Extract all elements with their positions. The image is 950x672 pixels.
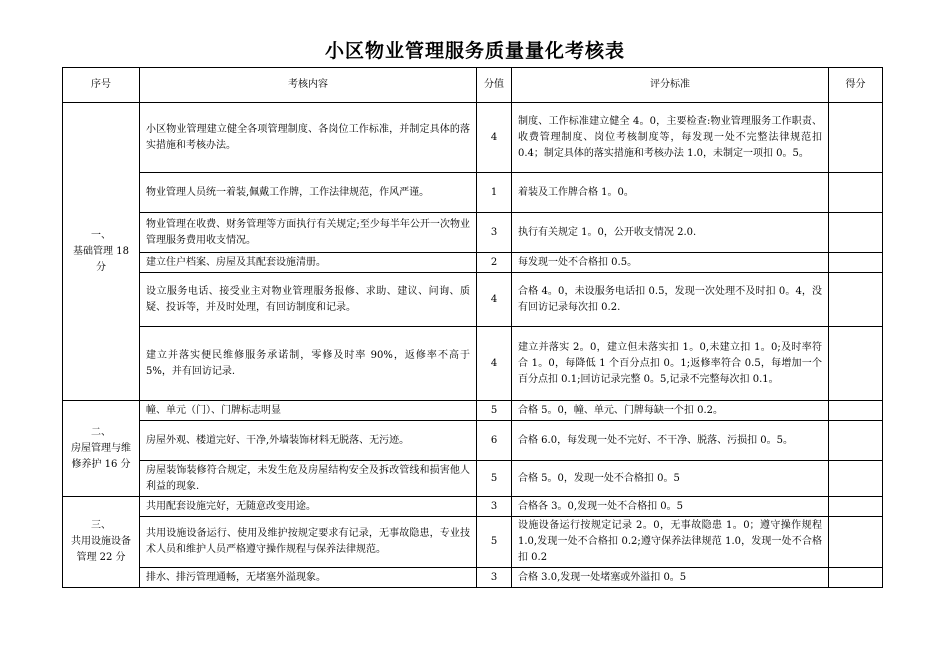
score-cell: 4 bbox=[477, 103, 512, 173]
table-row bbox=[63, 103, 883, 173]
content-cell: 共用设施设备运行、使用及维护按规定要求有记录，无事故隐患，专业技术人员和维护人员严格遵守操作规程与保养法律规范。 bbox=[140, 517, 477, 568]
header-criteria: 评分标准 bbox=[512, 68, 829, 103]
criteria-cell: 合格 6.0，每发现一处不完好、不干净、脱落、污损扣 0。5。 bbox=[512, 421, 829, 461]
criteria-cell: 设施设备运行按规定记录 2。0，无事故隐患 1。0；遵守操作规程 1.0,发现一处不合格扣 0.2;遵守保养法律规范 1.0，发现一处不合格扣 0.2 bbox=[512, 517, 829, 568]
content-cell: 设立服务电话、接受业主对物业管理服务报修、求助、建议、问询、质疑、投诉等，并及时处理，有回访制度和记录。 bbox=[140, 273, 477, 327]
document-title: 小区物业管理服务质量量化考核表 bbox=[324, 40, 625, 62]
table-row bbox=[63, 253, 883, 273]
criteria-cell: 合格 5。0，发现一处不合格扣 0。5 bbox=[512, 461, 829, 497]
content-cell: 排水、排污管理通畅，无堵塞外溢现象。 bbox=[140, 568, 477, 588]
got-cell bbox=[829, 103, 883, 173]
criteria-cell: 着装及工作牌合格 1。0。 bbox=[512, 173, 829, 213]
score-cell: 1 bbox=[477, 173, 512, 213]
table-row bbox=[63, 568, 883, 588]
got-cell bbox=[829, 273, 883, 327]
table-row bbox=[63, 327, 883, 401]
score-cell: 4 bbox=[477, 327, 512, 401]
criteria-cell: 建立并落实 2。0，建立但未落实扣 1。0,未建立扣 1。0;及时率符合 1。0，每降低 1 个百分点扣 0。1;返修率符合 0.5，每增加一个百分点扣 0.1;回访记录完整 0。5,记录不完整每次扣 0.1。 bbox=[512, 327, 829, 401]
criteria-cell: 每发现一处不合格扣 0.5。 bbox=[512, 253, 829, 273]
got-cell bbox=[829, 461, 883, 497]
score-cell: 5 bbox=[477, 517, 512, 568]
score-cell: 5 bbox=[477, 461, 512, 497]
score-cell: 2 bbox=[477, 253, 512, 273]
got-cell bbox=[829, 213, 883, 253]
table-row bbox=[63, 401, 883, 421]
content-cell: 小区物业管理建立健全各项管理制度、各岗位工作标准，并制定具体的落实措施和考核办法。 bbox=[140, 103, 477, 173]
criteria-cell: 合格 4。0，未设服务电话扣 0.5，发现一次处理不及时扣 0。4，没有回访记录每次扣 0.2. bbox=[512, 273, 829, 327]
score-cell: 4 bbox=[477, 273, 512, 327]
table-row bbox=[63, 173, 883, 213]
got-cell bbox=[829, 173, 883, 213]
score-cell: 6 bbox=[477, 421, 512, 461]
content-cell: 房屋装饰装修符合规定，未发生危及房屋结构安全及拆改管线和损害他人利益的现象. bbox=[140, 461, 477, 497]
content-cell: 物业管理人员统一着装,佩戴工作牌，工作法律规范，作风严谨。 bbox=[140, 173, 477, 213]
got-cell bbox=[829, 327, 883, 401]
criteria-cell: 执行有关规定 1。0，公开收支情况 2.0. bbox=[512, 213, 829, 253]
table-row bbox=[63, 497, 883, 517]
got-cell bbox=[829, 401, 883, 421]
content-cell: 共用配套设施完好，无随意改变用途。 bbox=[140, 497, 477, 517]
score-cell: 5 bbox=[477, 401, 512, 421]
category-cell: 一、 基础管理 18 分 bbox=[63, 103, 140, 401]
content-cell: 建立住户档案、房屋及其配套设施清册。 bbox=[140, 253, 477, 273]
category-cell: 三、 共用设施设备管理 22 分 bbox=[63, 497, 140, 588]
score-cell: 3 bbox=[477, 568, 512, 588]
table-row bbox=[63, 213, 883, 253]
got-cell bbox=[829, 568, 883, 588]
header-no: 序号 bbox=[63, 68, 140, 103]
table-header-row bbox=[63, 68, 883, 103]
content-cell: 物业管理在收费、财务管理等方面执行有关规定;至少每半年公开一次物业管理服务费用收支情况。 bbox=[140, 213, 477, 253]
table-row bbox=[63, 273, 883, 327]
content-cell: 建立并落实便民维修服务承诺制，零修及时率 90%，返修率不高于 5%，并有回访记录. bbox=[140, 327, 477, 401]
got-cell bbox=[829, 421, 883, 461]
score-cell: 3 bbox=[477, 213, 512, 253]
table-row bbox=[63, 421, 883, 461]
criteria-cell: 制度、工作标准建立健全 4。0，主要检查:物业管理服务工作职责、收费管理制度、岗位考核制度等，每发现一处不完整法律规范扣 0.4；制定具体的落实措施和考核办法 1.0，未制定一项扣 0。5。 bbox=[512, 103, 829, 173]
table-row bbox=[63, 517, 883, 568]
assessment-table bbox=[62, 67, 883, 588]
header-score: 分值 bbox=[477, 68, 512, 103]
content-cell: 幢、单元（门）、门牌标志明显 bbox=[140, 401, 477, 421]
got-cell bbox=[829, 497, 883, 517]
content-cell: 房屋外观、楼道完好、干净,外墙装饰材料无脱落、无污迹。 bbox=[140, 421, 477, 461]
got-cell bbox=[829, 517, 883, 568]
score-cell: 3 bbox=[477, 497, 512, 517]
criteria-cell: 合格 5。0，幢、单元、门牌每缺一个扣 0.2。 bbox=[512, 401, 829, 421]
got-cell bbox=[829, 253, 883, 273]
criteria-cell: 合格各 3。0,发现一处不合格扣 0。5 bbox=[512, 497, 829, 517]
category-cell: 二、 房屋管理与维修养护 16 分 bbox=[63, 401, 140, 497]
header-got: 得分 bbox=[829, 68, 883, 103]
criteria-cell: 合格 3.0,发现一处堵塞或外溢扣 0。5 bbox=[512, 568, 829, 588]
table-row bbox=[63, 461, 883, 497]
header-content: 考核内容 bbox=[140, 68, 477, 103]
